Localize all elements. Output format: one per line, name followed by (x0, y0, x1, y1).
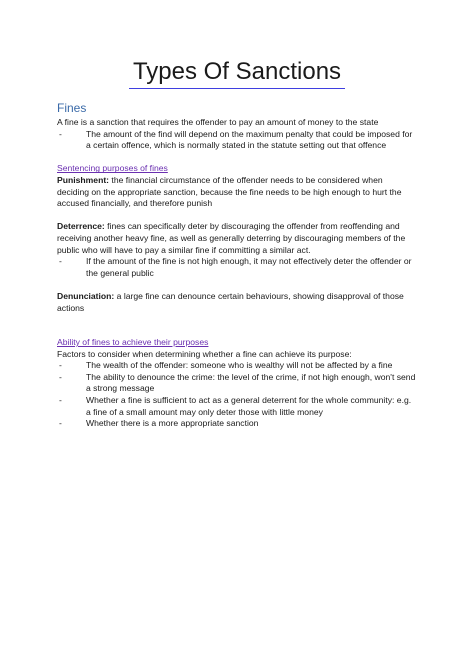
list-item (57, 395, 417, 418)
list-item-text: Whether there is a more appropriate sanction (86, 418, 259, 429)
punishment-text: the financial circumstance of the offender needs to be considered when deciding on the appropriate sanction, because the fine needs to be high enough to hurt the accused financially, and therefore punish (57, 174, 402, 209)
title-wrapper (0, 58, 474, 89)
fines-definition: A fine is a sanction that requires the offender to pay an amount of money to the state (57, 117, 379, 127)
deterrence-bullet-list (57, 256, 417, 279)
punishment-label: Punishment: (57, 174, 110, 185)
ability-intro: Factors to consider when determining whether a fine can achieve its purpose: (57, 348, 352, 359)
list-item-text: If the amount of the fine is not high enough, it may not effectively deter the offender or the general public (86, 256, 412, 278)
list-item (57, 418, 417, 430)
denunciation-label: Denunciation: (57, 290, 115, 301)
ability-heading: Ability of fines to achieve their purposes (57, 337, 209, 348)
dash-marker: - (59, 128, 62, 139)
dash-marker: - (59, 395, 62, 406)
denunciation-text: a large fine can denounce certain behaviours, showing disapproval of those actions (57, 290, 404, 313)
sentencing-heading: Sentencing purposes of fines (57, 163, 168, 174)
list-item (57, 372, 417, 395)
list-item-text: Whether a fine is sufficient to act as a general deterrent for the whole community: e.g. a fine of a small amount may only deter those with little money (86, 395, 412, 417)
deterrence-text: fines can specifically deter by discouraging the offender from reoffending and receiving another heavy fine, as well as generally deterring by discouraging members of the public who will have to pay a similar fine if committing a similar act. (57, 221, 406, 255)
list-item-text: The wealth of the offender: someone who is wealthy will not be affected by a fine (86, 360, 393, 371)
fines-heading: Fines (57, 101, 87, 115)
dash-marker: - (59, 371, 62, 382)
list-item-text: The ability to denounce the crime: the level of the crime, if not high enough, won't send a strong message (86, 371, 416, 394)
punishment-paragraph (57, 175, 417, 210)
deterrence-paragraph (57, 221, 417, 256)
list-item-text: The amount of the find will depend on the maximum penalty that could be imposed for a certain offence, which is normally stated in the statute setting out that offence (86, 128, 413, 151)
page-title: Types Of Sanctions (129, 58, 345, 89)
dash-marker: - (59, 360, 62, 371)
deterrence-label: Deterrence: (57, 221, 105, 232)
ability-bullet-list (57, 360, 417, 430)
list-item (57, 129, 417, 152)
list-item (57, 256, 417, 279)
list-item (57, 360, 417, 372)
document-body (57, 101, 417, 430)
fines-bullet-list (57, 129, 417, 152)
denunciation-paragraph (57, 291, 417, 314)
dash-marker: - (59, 418, 62, 429)
dash-marker: - (59, 256, 62, 267)
